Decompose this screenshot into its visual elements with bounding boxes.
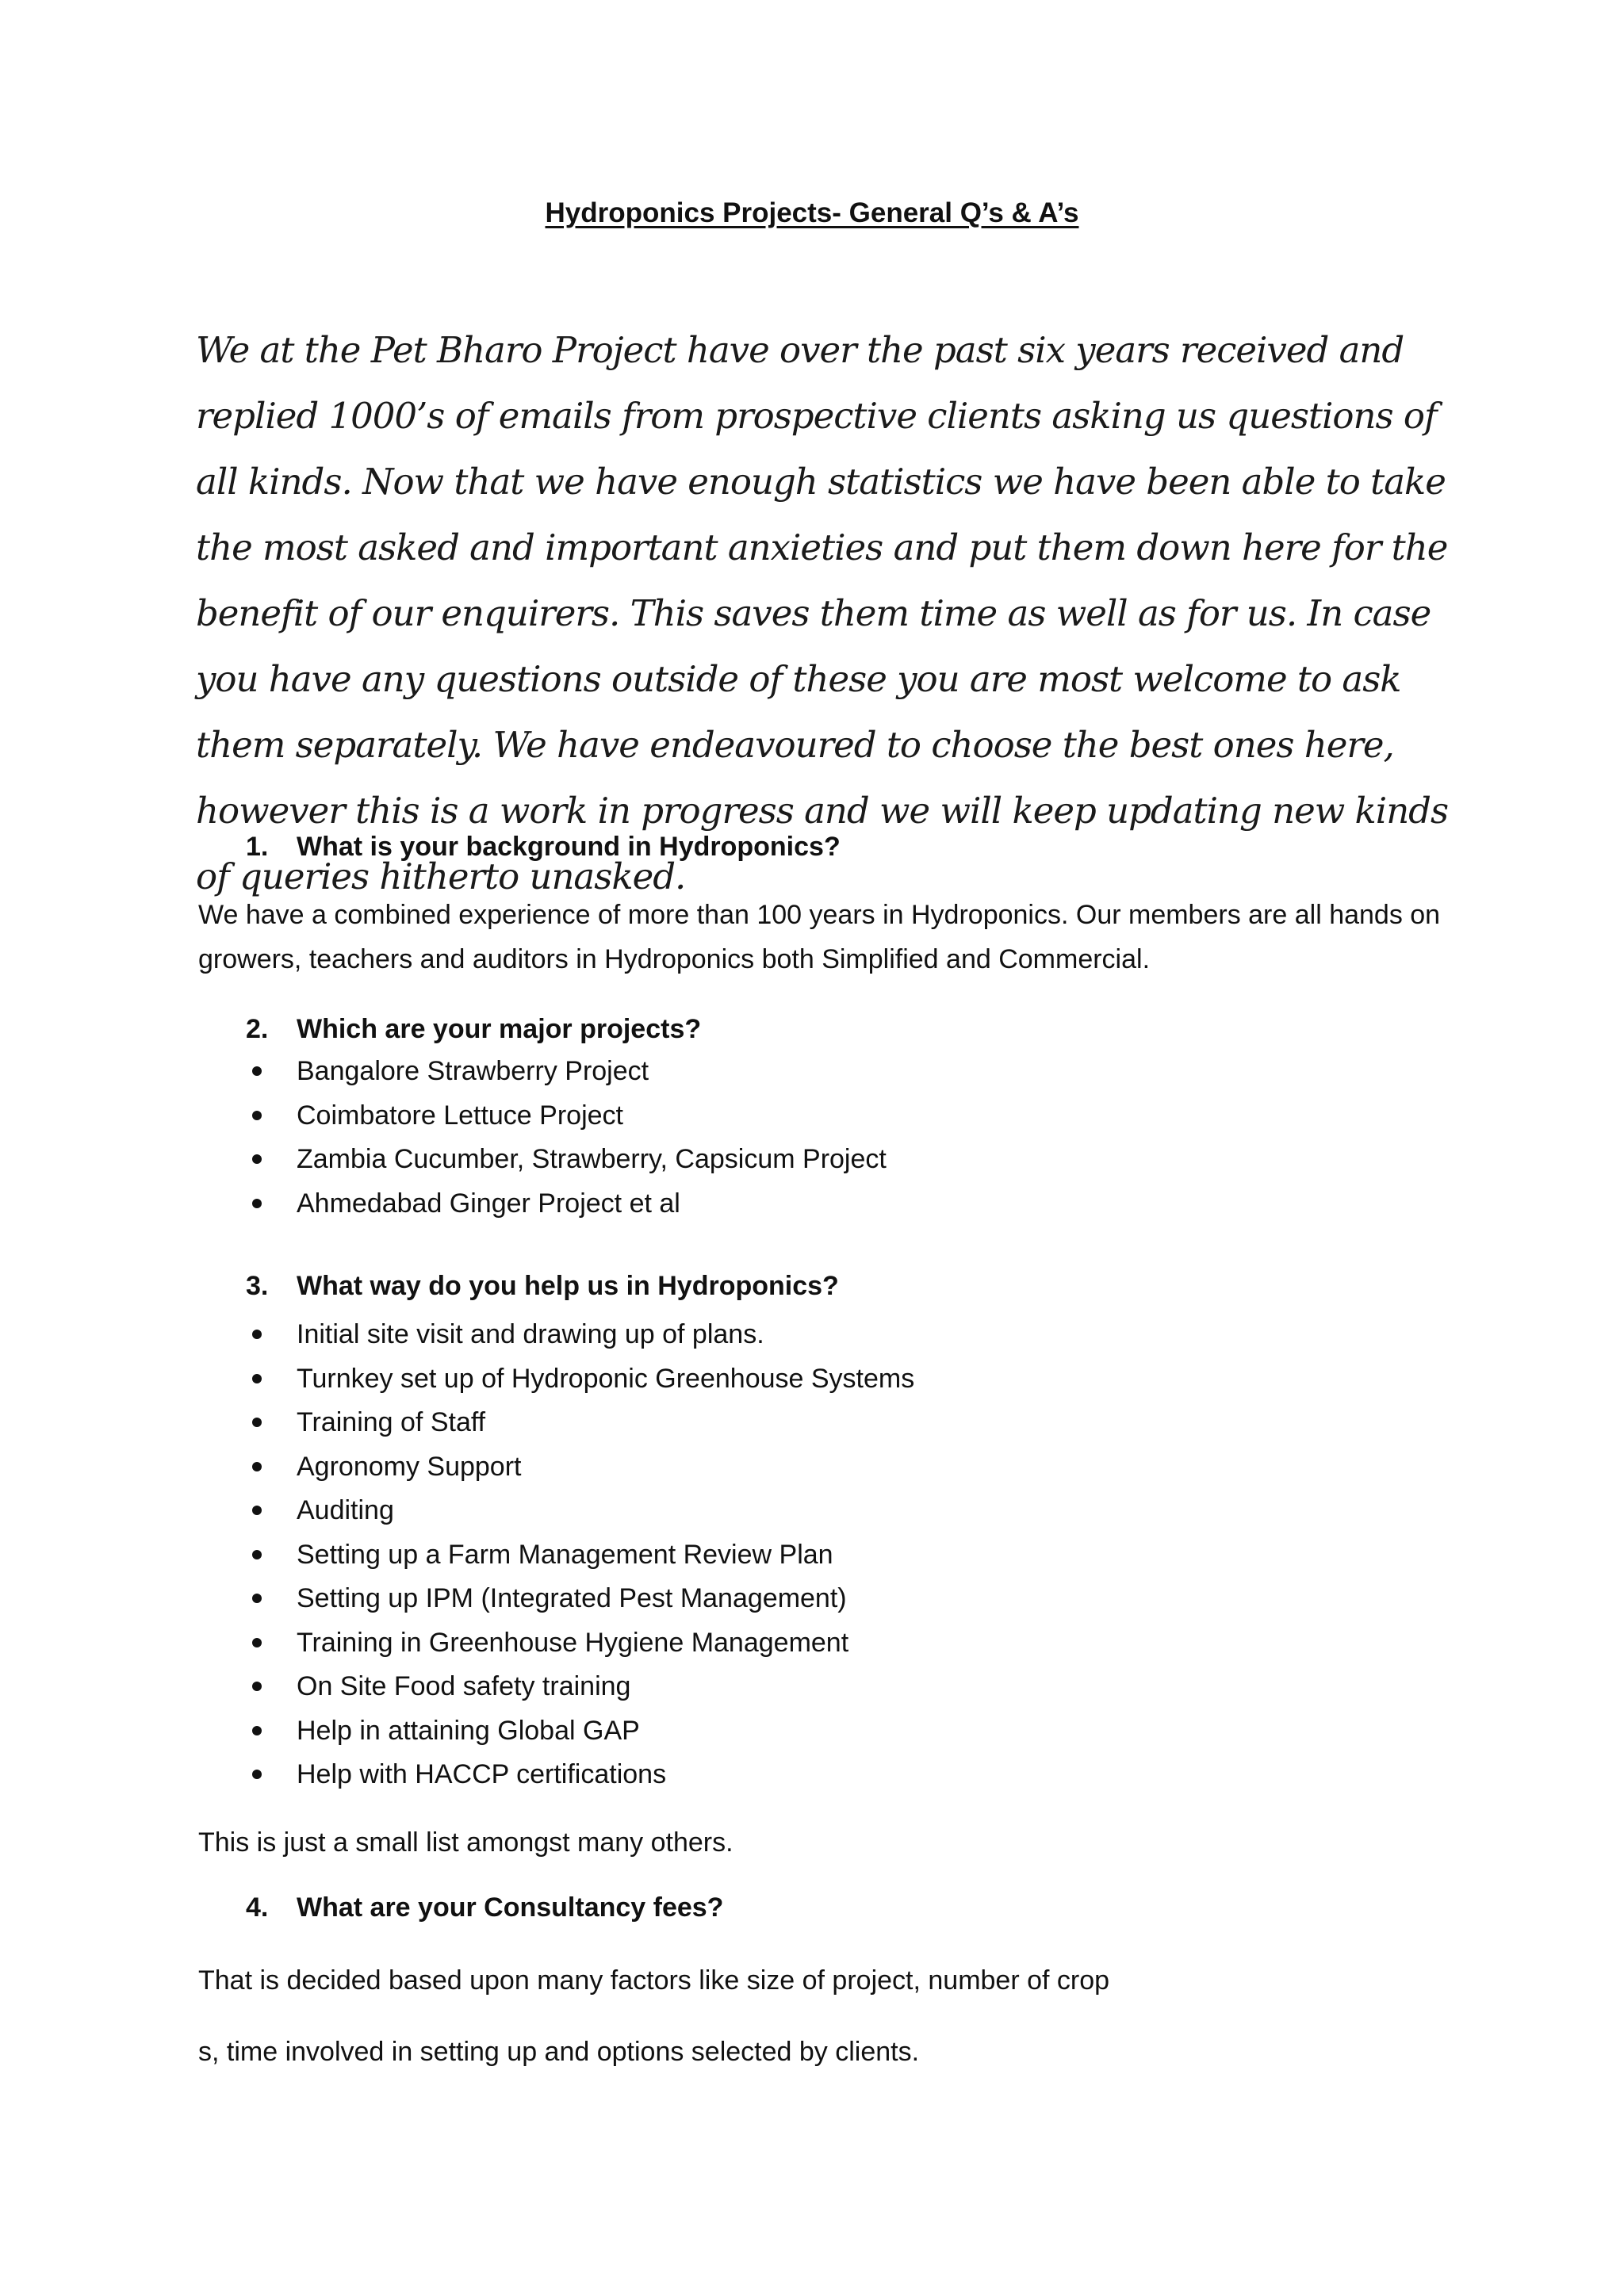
question-1-text: What is your background in Hydroponics? [297,832,841,862]
list-item-text: Training of Staff [297,1407,486,1437]
list-item [198,1313,914,1357]
question-4-text: What are your Consultancy fees? [297,1892,724,1923]
bullet-icon [252,1726,262,1735]
list-item [198,1357,914,1402]
list-item-text: Bangalore Strawberry Project [297,1056,649,1086]
question-3-text: What way do you help us in Hydroponics? [297,1271,839,1301]
list-item-text: Help in attaining Global GAP [297,1715,640,1746]
list-item-text: Coimbatore Lettuce Project [297,1100,623,1131]
answer-4-line-2: s, time involved in setting up and options selected by clients. [198,2037,920,2067]
bullet-icon [252,1374,262,1383]
list-item-text: Auditing [297,1495,394,1525]
list-item-text: Agronomy Support [297,1451,522,1482]
bullet-icon [252,1682,262,1691]
list-item-text: Initial site visit and drawing up of plans. [297,1319,764,1349]
document-title: Hydroponics Projects- General Q’s & A’s [545,197,1079,228]
bullet-icon [252,1550,262,1559]
bullet-icon [252,1638,262,1647]
question-4-heading [246,1890,723,1925]
list-item [198,1138,887,1182]
list-item [198,1445,914,1490]
list-item-text: Turnkey set up of Hydroponic Greenhouse Systems [297,1363,915,1394]
list-item [198,1094,887,1138]
list-item-text: Setting up a Farm Management Review Plan [297,1539,833,1570]
bullet-icon [252,1594,262,1603]
intro-paragraph: We at the Pet Bharo Project have over the past six years received and replied 1000’s of emails from prospective clients asking us questions of all kinds. Now that we have enough statistics we have been able to take the most asked and important anxieties and put them down here for the benefit of our enquirers. This saves them time as well as for us. In case you have any questions outside of these you are most welcome to ask them separately. We have endeavoured to choose the best ones here, however this is a work in progress and we will keep updating new kinds of queries hitherto unasked. [196,329,1449,897]
bullet-icon [252,1462,262,1471]
question-1-number: 1. [246,832,269,862]
list-item [198,1665,914,1709]
list-item [198,1182,887,1226]
list-item-text: Training in Greenhouse Hygiene Management [297,1627,849,1658]
answer-4-line-1: That is decided based upon many factors like size of project, number of crop [198,1965,1110,1996]
question-3-number: 3. [246,1271,269,1301]
bullet-icon [252,1506,262,1515]
bullet-icon [252,1154,262,1164]
list-item-text: On Site Food safety training [297,1671,631,1701]
list-item [198,1489,914,1533]
question-3-heading [246,1269,839,1303]
question-2-heading [246,1012,701,1047]
list-item-text: Ahmedabad Ginger Project et al [297,1188,680,1219]
list-item-text: Setting up IPM (Integrated Pest Management) [297,1583,847,1613]
question-4-number: 4. [246,1892,269,1923]
bullet-icon [252,1199,262,1208]
services-list [198,1313,914,1797]
projects-list [198,1050,887,1226]
list-item [198,1401,914,1445]
list-item-text: Zambia Cucumber, Strawberry, Capsicum Project [297,1144,887,1174]
bullet-icon [252,1066,262,1076]
bullet-icon [252,1418,262,1427]
list-item [198,1709,914,1754]
list-item [198,1050,887,1094]
list-item [198,1577,914,1621]
bullet-icon [252,1330,262,1339]
list-item [198,1753,914,1797]
list-item [198,1621,914,1666]
question-2-number: 2. [246,1014,269,1044]
list-item-text: Help with HACCP certifications [297,1759,667,1789]
bullet-icon [252,1111,262,1120]
answer-1-paragraph: We have a combined experience of more than 100 years in Hydroponics. Our members are all hands on growers, teachers and auditors in Hydroponics both Simplified and Commercial. [198,900,1441,974]
services-note: This is just a small list amongst many others. [198,1827,733,1858]
list-item [198,1533,914,1578]
question-2-text: Which are your major projects? [297,1014,702,1044]
question-1-heading [246,829,841,864]
bullet-icon [252,1770,262,1779]
